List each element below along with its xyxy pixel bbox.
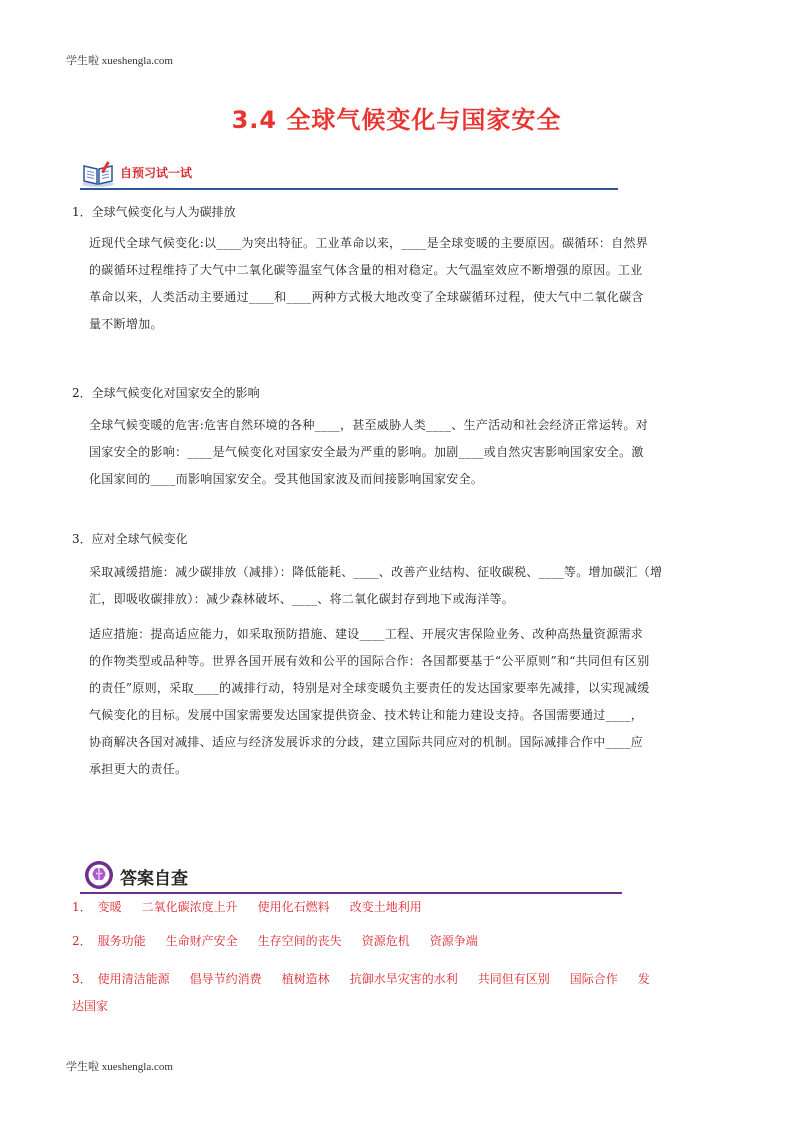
question-1-body	[89, 230, 719, 338]
text-line: 承担更大的责任。	[89, 762, 188, 776]
question-1-heading: 1．全球气候变化与人为碳排放	[72, 205, 236, 219]
section-divider	[80, 188, 618, 190]
text-line: 全球气候变暖的危害:危害自然环境的各种____，甚至威胁人类____、生产活动和社会经济正常运转。对	[89, 418, 649, 432]
answer-item: 生命财产安全	[165, 934, 238, 948]
answer-item: 国际合作	[569, 972, 618, 986]
text-line: 近现代全球气候变化:以____为突出特征。工业革命以来，____是全球变暖的主要原因。碳循环：自然界	[89, 236, 649, 250]
text-line: 适应措施：提高适应能力，如采取预防措施、建设____工程、开展灾害保险业务、改种高热量资源需求	[89, 627, 644, 641]
question-3-heading: 3．应对全球气候变化	[72, 532, 188, 546]
text-line: 的作物类型或品种等。世界各国开展有效和公平的国际合作：各国都要基于“公平原则”和“共同但有区别	[89, 654, 650, 668]
answer-item: 资源争端	[429, 934, 478, 948]
answer-item: 改变土地利用	[349, 900, 422, 914]
site-watermark-bottom: 学生啦 xueshengla.com	[66, 1061, 173, 1073]
text-line: 的碳循环过程维持了大气中二氧化碳等温室气体含量的相对稳定。大气温室效应不断增强的原因。工业	[89, 263, 643, 277]
answer-item: 发	[637, 972, 650, 986]
answer-item: 使用清洁能源	[97, 972, 170, 986]
text-line: 的责任”原则，采取____的减排行动，特别是对全球变暖负主要责任的发达国家要率先减排，以实现减缓	[89, 681, 650, 695]
answer-number: 1．	[72, 900, 92, 914]
answer-item: 共同但有区别	[477, 972, 550, 986]
answer-continuation: 达国家	[72, 999, 109, 1013]
answer-item: 服务功能	[97, 934, 146, 948]
question-3-body	[89, 559, 719, 783]
answer-number: 2．	[72, 934, 92, 948]
question-2-body	[89, 412, 719, 493]
brain-icon	[84, 860, 114, 890]
question-2-heading: 2．全球气候变化对国家安全的影响	[72, 386, 260, 400]
answer-item: 二氧化碳浓度上升	[141, 900, 238, 914]
preview-section-label: 自预习试一试	[120, 166, 193, 180]
text-line: 协商解决各国对减排、适应与经济发展诉求的分歧，建立国际共同应对的机制。国际减排合作中____应	[89, 735, 644, 749]
text-line: 汇，即吸收碳排放）：减少森林破坏、____、将二氧化碳封存到地下或海洋等。	[89, 592, 515, 606]
answer-item: 抗御水旱灾害的水利	[349, 972, 458, 986]
answer-item: 使用化石燃料	[257, 900, 330, 914]
page-title: 3.4 全球气候变化与国家安全	[231, 106, 562, 134]
text-line: 量不断增加。	[89, 317, 163, 331]
answer-item: 变暖	[97, 900, 122, 914]
text-line: 气候变化的目标。发展中国家需要发达国家提供资金、技术转让和能力建设支持。各国需要通过____，	[89, 708, 644, 722]
preview-section-header	[80, 158, 618, 190]
book-icon	[80, 160, 116, 188]
site-watermark-top: 学生啦 xueshengla.com	[66, 55, 173, 67]
answer-item: 资源危机	[361, 934, 410, 948]
answer-item: 倡导节约消费	[189, 972, 262, 986]
answer-item: 植树造林	[281, 972, 330, 986]
answer-section-header	[80, 858, 622, 894]
answer-number: 3．	[72, 972, 92, 986]
text-line: 采取减缓措施：减少碳排放（减排）：降低能耗、____、改善产业结构、征收碳税、____等。增加碳汇（增	[89, 565, 663, 579]
answer-item: 生存空间的丧失	[257, 934, 342, 948]
answer-section-label: 答案自查	[120, 869, 188, 889]
text-line: 化国家间的____而影响国家安全。受其他国家波及而间接影响国家安全。	[89, 472, 484, 486]
text-line: 国家安全的影响：____是气候变化对国家安全最为严重的影响。加剧____或自然灾害影响国家安全。激	[89, 445, 644, 459]
answer-row-1	[72, 894, 732, 921]
answer-row-3	[72, 966, 732, 1020]
text-line: 革命以来，人类活动主要通过____和____两种方式极大地改变了全球碳循环过程，使大气中二氧化碳含	[89, 290, 644, 304]
answer-row-2	[72, 928, 732, 955]
